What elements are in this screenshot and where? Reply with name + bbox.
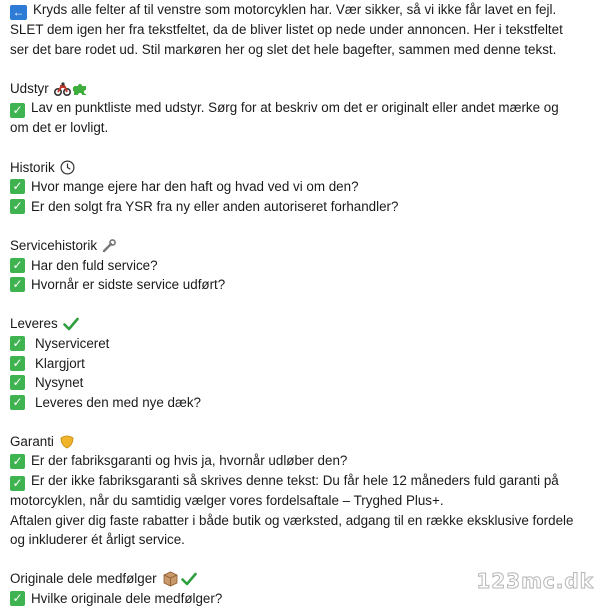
list-item-text: Har den fuld service? [31, 257, 158, 273]
checkmark-icon [181, 572, 197, 586]
leveres-heading-text: Leveres [10, 316, 58, 332]
wrench-icon [102, 239, 116, 253]
shield-icon [59, 435, 75, 449]
check-icon[interactable]: ✓ [10, 591, 25, 606]
list-item [10, 373, 595, 393]
check-icon[interactable]: ✓ [10, 395, 25, 410]
list-item [10, 393, 595, 413]
check-icon[interactable]: ✓ [10, 454, 25, 469]
list-item [10, 334, 595, 354]
check-icon[interactable]: ✓ [10, 199, 25, 214]
list-item [10, 256, 595, 276]
list-item-text: Hvilke originale dele medfølger? [31, 591, 223, 607]
check-icon[interactable]: ✓ [10, 277, 25, 292]
left-arrow-icon: ← [10, 5, 27, 20]
historik-heading-text: Historik [10, 159, 55, 175]
garanti-note-line-1: Aftalen giver dig faste rabatter i både butik og værksted, adgang til en række eksklusive fordele [10, 512, 574, 528]
list-item [10, 354, 595, 374]
check-icon[interactable]: ✓ [10, 336, 25, 351]
udstyr-item-line-1: Lav en punktliste med udstyr. Sørg for at beskriv om det er originalt eller andet mærke og [31, 100, 559, 116]
originale-heading-text: Originale dele medfølger [10, 571, 157, 587]
check-icon[interactable]: ✓ [10, 103, 25, 118]
garanti-heading [10, 432, 595, 452]
intro-line-2: SLET dem igen her fra tekstfeltet, da de bliver listet op nede under annoncen. Her i tekstfeltet [10, 22, 563, 37]
watermark-logo: 123mc.dk [476, 569, 594, 593]
list-item-text: Er der fabriksgaranti og hvis ja, hvornår udløber den? [31, 453, 348, 469]
list-item-text: Nysynet [35, 375, 84, 391]
package-icon [162, 571, 179, 587]
udstyr-item-line-2: om det er lovligt. [10, 120, 109, 136]
list-item-text: Hvor mange ejere har den haft og hvad ved vi om den? [31, 179, 359, 195]
intro-line-3: ser det bare rodet ud. Stil markøren her og slet det hele bagefter, sammen med denne tekst. [10, 41, 557, 57]
garanti-item-2-line-1: Er der ikke fabriksgaranti så skrives denne tekst: Du får hele 12 måneders fuld garanti på [31, 473, 559, 489]
garanti-note-line-2: og inkluderer ét årligt service. [10, 532, 185, 548]
list-item-text: Er den solgt fra YSR fra ny eller anden autoriseret forhandler? [31, 198, 399, 214]
check-icon[interactable]: ✓ [10, 375, 25, 390]
clock-icon [60, 160, 75, 175]
servicehistorik-heading [10, 236, 595, 256]
garanti-item-2 [10, 471, 595, 550]
puzzle-piece-icon [73, 82, 87, 96]
motorcycle-icon [54, 82, 71, 96]
list-item [10, 177, 595, 197]
garanti-heading-text: Garanti [10, 433, 54, 449]
check-icon[interactable]: ✓ [10, 476, 25, 491]
check-icon[interactable]: ✓ [10, 356, 25, 371]
garanti-item-2-line-2: motorcyklen, når du samtidig vælger vores fordelsaftale – Tryghed Plus+. [10, 493, 444, 509]
historik-heading [10, 158, 595, 178]
udstyr-heading-text: Udstyr [10, 80, 49, 96]
list-item-text: Hvornår er sidste service udført? [31, 277, 226, 293]
check-icon[interactable]: ✓ [10, 179, 25, 194]
intro-paragraph [10, 0, 595, 59]
checkmark-icon [63, 317, 79, 331]
check-icon[interactable]: ✓ [10, 258, 25, 273]
document-body[interactable] [10, 0, 595, 609]
list-item-text: Leveres den med nye dæk? [35, 394, 201, 410]
udstyr-item [10, 98, 595, 138]
list-item [10, 275, 595, 295]
list-item [10, 451, 595, 471]
list-item-text: Klargjort [35, 355, 85, 371]
list-item [10, 197, 595, 217]
servicehistorik-heading-text: Servicehistorik [10, 237, 98, 253]
list-item-text: Nyserviceret [35, 335, 110, 351]
udstyr-heading [10, 79, 595, 99]
intro-line-1: Kryds alle felter af til venstre som motorcyklen har. Vær sikker, så vi ikke får lavet en fejl. [33, 2, 557, 17]
leveres-heading [10, 314, 595, 334]
